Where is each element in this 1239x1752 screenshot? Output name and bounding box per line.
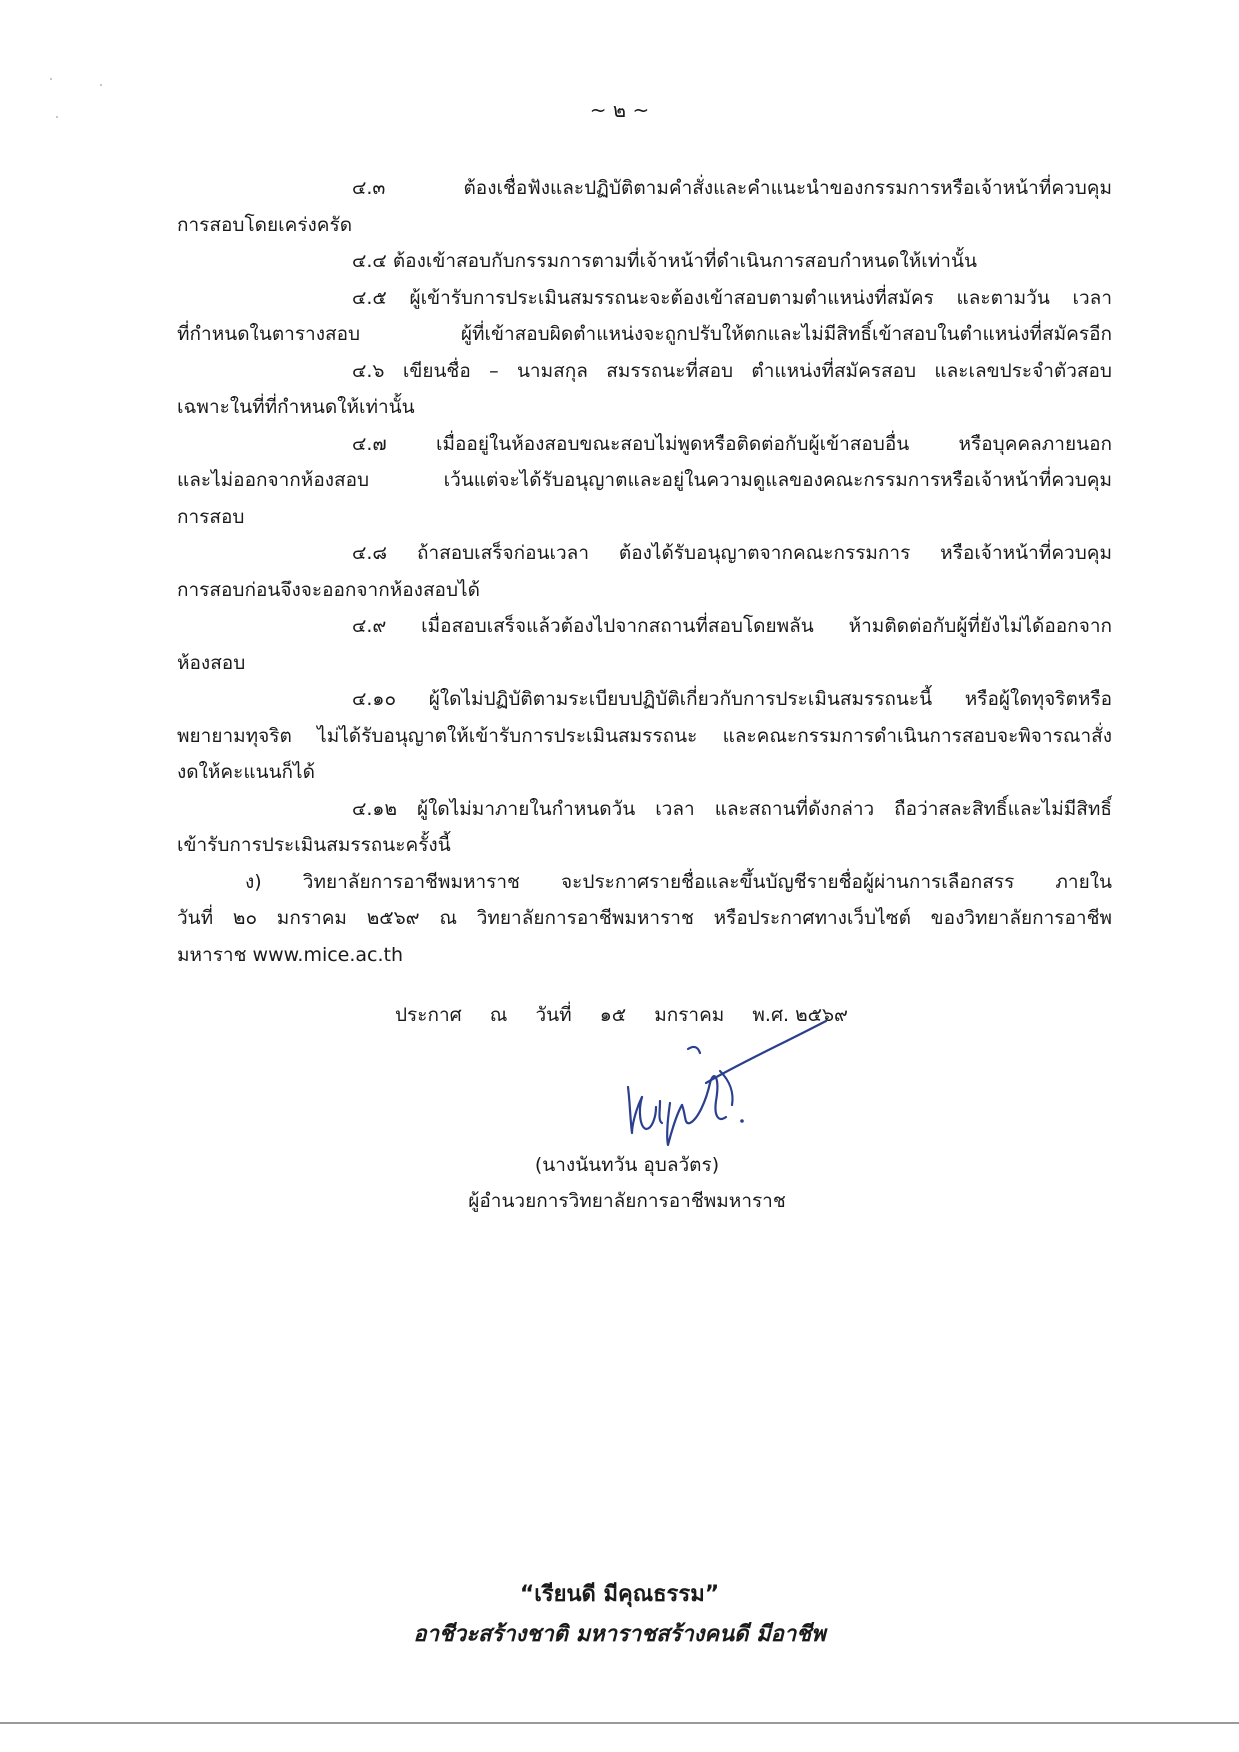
- paragraph-line: การสอบโดยเคร่งครัด: [177, 213, 353, 236]
- paragraph-line: เฉพาะในที่ที่กำหนดให้เท่านั้น: [177, 396, 415, 418]
- paragraph-line: การสอบก่อนจึงจะออกจากห้องสอบได้: [177, 578, 480, 601]
- paragraph-line: และไม่ออกจากห้องสอบ เว้นแต่จะได้รับอนุญาตและอยู่ในความดูแลของคณะกรรมการหรือเจ้าหน้าที่ควบคุม: [177, 469, 1112, 491]
- scan-mark: [100, 84, 102, 86]
- announcement-prefix: ประกาศ: [395, 1004, 462, 1026]
- page-number: ~ ๒ ~: [589, 98, 650, 122]
- paragraph-line: ง) วิทยาลัยการอาชีพมหาราช จะประกาศรายชื่อและขึ้นบัญชีรายชื่อผู้ผ่านการเลือกสรร ภายใน: [245, 870, 1112, 893]
- announcement-day-label: วันที่: [535, 1004, 572, 1026]
- scan-mark: [50, 78, 52, 80]
- paragraph-line: เข้ารับการประเมินสมรรถนะครั้งนี้: [177, 834, 451, 856]
- college-slogan: อาชีวะสร้างชาติ มหาราชสร้างคนดี มีอาชีพ: [413, 1622, 826, 1647]
- paragraph-line: ๔.๑๒ ผู้ใดไม่มาภายในกำหนดวัน เวลา และสถานที่ดังกล่าว ถือว่าสละสิทธิ์และไม่มีสิทธิ์: [352, 797, 1112, 820]
- paragraph-line: ๔.๙ เมื่อสอบเสร็จแล้วต้องไปจากสถานที่สอบโดยพลัน ห้ามติดต่อกับผู้ที่ยังไม่ได้ออกจาก: [352, 615, 1112, 637]
- paragraph-line: การสอบ: [177, 505, 245, 528]
- paragraph-line: พยายามทุจริต ไม่ได้รับอนุญาตให้เข้ารับการประเมินสมรรถนะ และคณะกรรมการดำเนินการสอบจะพิจารณาสั่ง: [177, 724, 1112, 747]
- handwritten-signature: [570, 1005, 840, 1155]
- paragraph-line: ๔.๘ ถ้าสอบเสร็จก่อนเวลา ต้องได้รับอนุญาตจากคณะกรรมการ หรือเจ้าหน้าที่ควบคุม: [352, 542, 1112, 564]
- paragraph-line: ๔.๑๐ ผู้ใดไม่ปฏิบัติตามระเบียบปฏิบัติเกี่ยวกับการประเมินสมรรถนะนี้ หรือผู้ใดทุจริตหรือ: [352, 688, 1112, 710]
- announcement-at: ณ: [489, 1004, 508, 1026]
- college-motto: “เรียนดี มีคุณธรรม”: [519, 1582, 720, 1607]
- signer-title: ผู้อำนวยการวิทยาลัยการอาชีพมหาราช: [468, 1190, 786, 1212]
- paragraph-line: ๔.๗ เมื่ออยู่ในห้องสอบขณะสอบไม่พูดหรือติดต่อกับผู้เข้าสอบอื่น หรือบุคคลภายนอก: [352, 432, 1112, 455]
- announcement-year: พ.ศ. ๒๕๖๙: [752, 1004, 848, 1026]
- paragraph-line: ๔.๔ ต้องเข้าสอบกับกรรมการตามที่เจ้าหน้าที่ดำเนินการสอบกำหนดให้เท่านั้น: [352, 250, 977, 272]
- paragraph-line: ๔.๕ ผู้เข้ารับการประเมินสมรรถนะจะต้องเข้าสอบตามตำแหน่งที่สมัคร และตามวัน เวลา: [352, 286, 1112, 309]
- paragraph-line: ๔.๓ ต้องเชื่อฟังและปฏิบัติตามคำสั่งและคำแนะนำของกรรมการหรือเจ้าหน้าที่ควบคุม: [352, 177, 1112, 199]
- document-body: [177, 170, 1112, 973]
- paragraph-line: มหาราช www.mice.ac.th: [177, 943, 404, 966]
- paragraph-line: ห้องสอบ: [177, 651, 246, 674]
- bottom-divider: [0, 1722, 1239, 1724]
- paragraph-line: งดให้คะแนนก็ได้: [177, 761, 315, 783]
- announcement-day: ๑๕: [599, 1004, 627, 1026]
- paragraph-line: ที่กำหนดในตารางสอบ ผู้ที่เข้าสอบผิดตำแหน่งจะถูกปรับให้ตกและไม่มีสิทธิ์เข้าสอบในตำแหน่งที่สมัครอีก: [177, 323, 1112, 345]
- paragraph-line: ๔.๖ เขียนชื่อ – นามสกุล สมรรถนะที่สอบ ตำแหน่งที่สมัครสอบ และเลขประจำตัวสอบ: [352, 359, 1112, 382]
- announcement-month: มกราคม: [654, 1004, 725, 1026]
- paragraph-line: วันที่ ๒๐ มกราคม ๒๕๖๙ ณ วิทยาลัยการอาชีพมหาราช หรือประกาศทางเว็บไซต์ ของวิทยาลัยการอาชีพ: [177, 907, 1112, 929]
- signer-name: (นางนันทวัน อุบลวัตร): [534, 1154, 720, 1176]
